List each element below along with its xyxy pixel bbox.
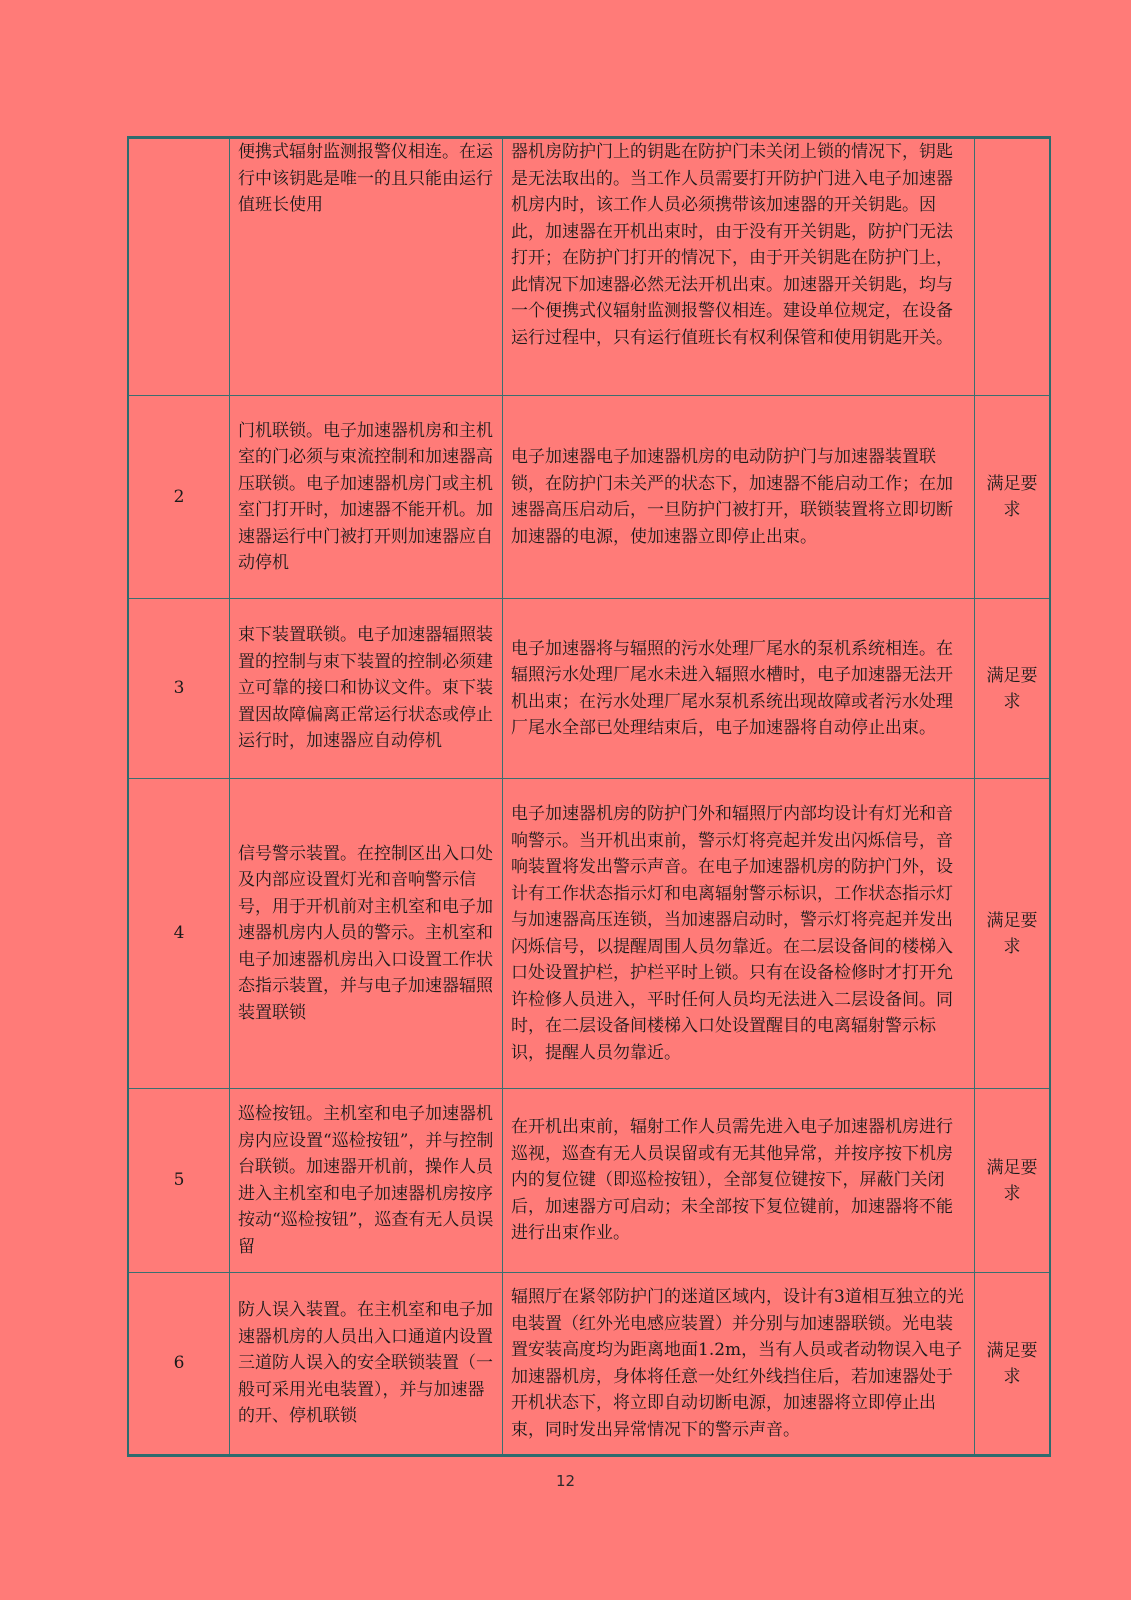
- requirement-cell: 巡检按钮。主机室和电子加速器机房内应设置“巡检按钮”，并与控制台联锁。加速器开机前，操作人员进入主机室和电子加速器机房按序按动“巡检按钮”，巡查有无人员误留: [230, 1089, 503, 1273]
- measure-cell: 器机房防护门上的钥匙在防护门未关闭上锁的情况下，钥匙是无法取出的。当工作人员需要打开防护门进入电子加速器机房内时，该工作人员必须携带该加速器的开关钥匙。因此，加速器在开机出束时，由于没有开关钥匙，防护门无法打开；在防护门打开的情况下，由于开关钥匙在防护门上，此情况下加速器必然无法开机出束。加速器开关钥匙，均与一个便携式仪辐射监测报警仪相连。建设单位规定，在设备运行过程中，只有运行值班长有权利保管和使用钥匙开关。: [503, 138, 975, 396]
- measure-cell: 在开机出束前，辐射工作人员需先进入电子加速器机房进行巡视，巡查有无人员误留或有无其他异常，并按序按下机房内的复位键（即巡检按钮），全部复位键按下，屏蔽门关闭后，加速器方可启动；未全部按下复位键前，加速器将不能进行出束作业。: [503, 1089, 975, 1273]
- row-number-cell: [128, 138, 230, 396]
- measure-cell: 电子加速器将与辐照的污水处理厂尾水的泵机系统相连。在辐照污水处理厂尾水未进入辐照水槽时，电子加速器无法开机出束；在污水处理厂尾水泵机系统出现故障或者污水处理厂尾水全部已处理结束后，电子加速器将自动停止出束。: [503, 599, 975, 779]
- table-row: [128, 138, 1050, 396]
- row-number-cell: 3: [128, 599, 230, 779]
- requirement-cell: 防人误入装置。在主机室和电子加速器机房的人员出入口通道内设置三道防人误入的安全联锁装置（一般可采用光电装置），并与加速器的开、停机联锁: [230, 1273, 503, 1456]
- result-cell: 满足要求: [975, 1273, 1051, 1456]
- page-number: 12: [555, 1472, 576, 1490]
- result-cell: 满足要求: [975, 396, 1051, 599]
- result-cell: 满足要求: [975, 599, 1051, 779]
- table-row: [128, 779, 1050, 1089]
- row-number-cell: 4: [128, 779, 230, 1089]
- requirement-cell: 门机联锁。电子加速器机房和主机室的门必须与束流控制和加速器高压联锁。电子加速器机房门或主机室门打开时，加速器不能开机。加速器运行中门被打开则加速器应自动停机: [230, 396, 503, 599]
- compliance-table: [127, 136, 1051, 1457]
- result-cell: 满足要求: [975, 1089, 1051, 1273]
- row-number-cell: 5: [128, 1089, 230, 1273]
- table-row: [128, 1089, 1050, 1273]
- measure-cell: 电子加速器机房的防护门外和辐照厅内部均设计有灯光和音响警示。当开机出束前，警示灯将亮起并发出闪烁信号，音响装置将发出警示声音。在电子加速器机房的防护门外，设计有工作状态指示灯和电离辐射警示标识，工作状态指示灯与加速器高压连锁，当加速器启动时，警示灯将亮起并发出闪烁信号，以提醒周围人员勿靠近。在二层设备间的楼梯入口处设置护栏，护栏平时上锁。只有在设备检修时才打开允许检修人员进入，平时任何人员均无法进入二层设备间。同时，在二层设备间楼梯入口处设置醒目的电离辐射警示标识，提醒人员勿靠近。: [503, 779, 975, 1089]
- table-row: [128, 599, 1050, 779]
- result-cell: [975, 138, 1051, 396]
- measure-cell: 辐照厅在紧邻防护门的迷道区域内，设计有3道相互独立的光电装置（红外光电感应装置）并分别与加速器联锁。光电装置安装高度均为距离地面1.2m，当有人员或者动物误入电子加速器机房，身体将任意一处红外线挡住后，若加速器处于开机状态下，将立即自动切断电源，加速器将立即停止出束，同时发出异常情况下的警示声音。: [503, 1273, 975, 1456]
- table-row: [128, 396, 1050, 599]
- measure-cell: 电子加速器电子加速器机房的电动防护门与加速器装置联锁，在防护门未关严的状态下，加速器不能启动工作；在加速器高压启动后，一旦防护门被打开，联锁装置将立即切断加速器的电源，使加速器立即停止出束。: [503, 396, 975, 599]
- table-row: [128, 1273, 1050, 1456]
- requirement-cell: 束下装置联锁。电子加速器辐照装置的控制与束下装置的控制必须建立可靠的接口和协议文件。束下装置因故障偏离正常运行状态或停止运行时，加速器应自动停机: [230, 599, 503, 779]
- requirement-cell: 信号警示装置。在控制区出入口处及内部应设置灯光和音响警示信号，用于开机前对主机室和电子加速器机房内人员的警示。主机室和电子加速器机房出入口设置工作状态指示装置，并与电子加速器辐照装置联锁: [230, 779, 503, 1089]
- row-number-cell: 6: [128, 1273, 230, 1456]
- result-cell: 满足要求: [975, 779, 1051, 1089]
- row-number-cell: 2: [128, 396, 230, 599]
- requirement-cell: 便携式辐射监测报警仪相连。在运行中该钥匙是唯一的且只能由运行值班长使用: [230, 138, 503, 396]
